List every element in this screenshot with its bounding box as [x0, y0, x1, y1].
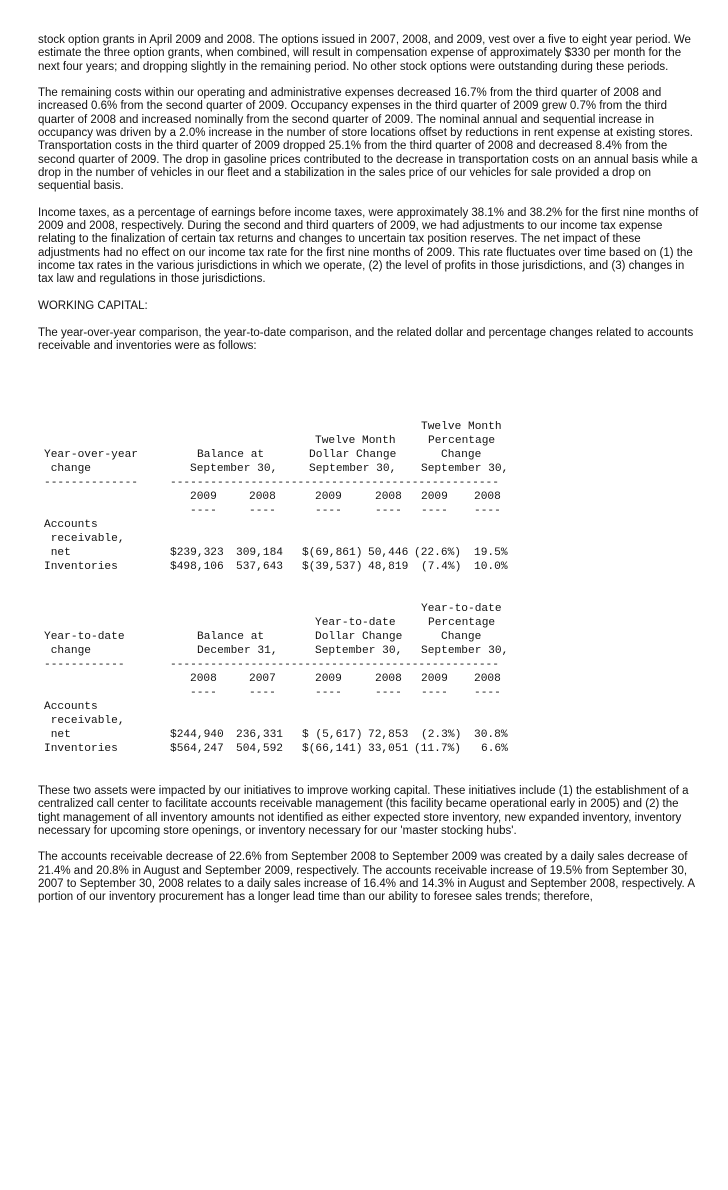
paragraph-receivables-decrease: The accounts receivable decrease of 22.6% from September 2008 to September 2009 was created by a daily sales decrease of 21.4% and 20.8% in August and September 2009, respectively. The accounts receivable increase of 19.5% from September 30, 2007 to September 30, 2008 relates to a daily sales increase of 16.4% and 14.3% in August and September 2008, respectively. A portion of our inventory procurement has a longer lead time than our ability to foresee sales trends; therefore, [38, 851, 695, 904]
column-header: December 31, [197, 645, 278, 657]
year-header: 2008 [375, 673, 402, 685]
year-header: 2008 [190, 673, 217, 685]
table-cell: 50,446 [368, 547, 409, 559]
column-header: Dollar Change [315, 631, 403, 643]
document-body [38, 34, 700, 366]
table-cell: (11.7%) [414, 743, 461, 755]
table-label: change [44, 645, 91, 657]
year-underline: ---- [421, 505, 448, 517]
table-cell: (22.6%) [414, 547, 461, 559]
column-header: Balance at [197, 449, 265, 461]
row-label: receivable, [44, 533, 125, 545]
table-cell: 72,853 [368, 729, 409, 741]
table-cell: 504,592 [236, 743, 283, 755]
table-cell: 236,331 [236, 729, 283, 741]
document-body-continued [38, 785, 700, 918]
table-rule: ------------------------------------------------- [170, 477, 499, 489]
year-underline: ---- [249, 687, 276, 699]
table-cell: $ (5,617) [302, 729, 363, 741]
table-cell: 10.0% [474, 561, 508, 573]
year-underline: ---- [421, 687, 448, 699]
row-label: Inventories [44, 743, 118, 755]
table-cell: 19.5% [474, 547, 508, 559]
table-cell: 33,051 [368, 743, 409, 755]
table-cell: (7.4%) [421, 561, 462, 573]
year-underline: ---- [190, 505, 217, 517]
table-head: Twelve Month [315, 435, 396, 447]
year-header: 2008 [375, 491, 402, 503]
year-underline: ---- [315, 505, 342, 517]
table-head: Twelve Month [421, 421, 502, 433]
table-cell: 48,819 [368, 561, 409, 573]
year-header: 2008 [249, 491, 276, 503]
table-cell: $(69,861) [302, 547, 363, 559]
section-heading: WORKING CAPITAL: [38, 299, 148, 312]
year-underline: ---- [474, 505, 501, 517]
year-header: 2009 [315, 673, 342, 685]
table-head: Percentage [428, 617, 496, 629]
row-label: receivable, [44, 715, 125, 727]
table-rule: ------------ [44, 659, 125, 671]
table-head: Year-to-date [315, 617, 396, 629]
row-label: Accounts [44, 519, 98, 531]
table-rule: ------------------------------------------------- [170, 659, 499, 671]
table-cell: 6.6% [481, 743, 508, 755]
table-cell: (2.3%) [421, 729, 462, 741]
year-header: 2007 [249, 673, 276, 685]
year-header: 2009 [421, 491, 448, 503]
row-label: Accounts [44, 701, 98, 713]
table-year-to-date [44, 602, 664, 762]
year-underline: ---- [375, 687, 402, 699]
table-head: Percentage [428, 435, 496, 447]
table-label: Year-to-date [44, 631, 125, 643]
paragraph-stock-options: stock option grants in April 2009 and 2008. The options issued in 2007, 2008, and 2009, vest over a five to eight year period. We estimate the three option grants, when combined, will result in compensation expense of approximately $330 per month for the next four years; and dropping slightly in the remaining period. No other stock options were outstanding during these periods. [38, 34, 691, 73]
column-header: Balance at [197, 631, 265, 643]
table-cell: $564,247 [170, 743, 224, 755]
year-header: 2009 [190, 491, 217, 503]
paragraph-intro: The year-over-year comparison, the year-to-date comparison, and the related dollar and percentage changes related to accounts receivable and inventories were as follows: [38, 326, 694, 352]
year-header: 2008 [474, 673, 501, 685]
year-underline: ---- [249, 505, 276, 517]
year-header: 2009 [421, 673, 448, 685]
paragraph-income-taxes: Income taxes, as a percentage of earnings before income taxes, were approximately 38.1% and 38.2% for the first nine months of 2009 and 2008, respectively. During the second and third quarters of 2009, we had adjustments to our income tax expense relating to the finalization of certain tax returns and changes to uncertain tax position reserves. The net impact of these adjustments had no effect on our income tax rate for the first nine months of 2009. This rate fluctuates over time based on (1) the income tax rates in the various jurisdictions in which we operate, (2) the level of profits in those jurisdictions, and (3) changes in tax law and regulations in those jurisdictions. [38, 206, 699, 286]
column-header: September 30, [421, 645, 509, 657]
table-label: Year-over-year [44, 449, 138, 461]
table-cell: $498,106 [170, 561, 224, 573]
column-header: Change [441, 449, 482, 461]
row-label: Inventories [44, 561, 118, 573]
year-header: 2009 [315, 491, 342, 503]
paragraph-working-capital-initiatives: These two assets were impacted by our initiatives to improve working capital. These initiatives include (1) the establishment of a centralized call center to facilitate accounts receivable management (this facility became operational early in 2005) and (2) the tight management of all inventory amounts not identified as either expected store inventory, new expanded inventory, inventory necessary for upcoming store openings, or inventory necessary for our 'master stocking hubs'. [38, 785, 689, 837]
column-header: Dollar Change [309, 449, 397, 461]
year-underline: ---- [474, 687, 501, 699]
year-header: 2008 [474, 491, 501, 503]
year-underline: ---- [375, 505, 402, 517]
year-underline: ---- [190, 687, 217, 699]
table-cell: $239,323 [170, 547, 224, 559]
table-cell: $(66,141) [302, 743, 363, 755]
row-label: net [44, 729, 71, 741]
year-underline: ---- [315, 687, 342, 699]
column-header: September 30, [421, 463, 509, 475]
table-rule: -------------- [44, 477, 138, 489]
table-cell: 537,643 [236, 561, 283, 573]
table-cell: 30.8% [474, 729, 508, 741]
table-cell: $244,940 [170, 729, 224, 741]
table-head: Year-to-date [421, 603, 502, 615]
paragraph-operating-costs: The remaining costs within our operating and administrative expenses decreased 16.7% from the third quarter of 2008 and increased 0.6% from the second quarter of 2009. Occupancy expenses in the third quarter of 2009 grew 0.7% from the third quarter of 2008 and increased nominally from the second quarter of 2009. The nominal annual and sequential increase in occupancy was driven by a 2.0% increase in the number of store locations offset by reductions in rent expense at existing stores. Transportation costs in the third quarter of 2009 dropped 25.1% from the third quarter of 2008 and decreased 8.4% from the second quarter of 2009. The drop in gasoline prices contributed to the decrease in transportation costs on an annual basis while a drop in the number of vehicles in our fleet and a stabilization in the sales price of our vehicles for sale provided a drop on sequential basis. [38, 87, 698, 193]
row-label: net [44, 547, 71, 559]
column-header: September 30, [309, 463, 397, 475]
table-year-over-year [44, 420, 664, 580]
table-cell: $(39,537) [302, 561, 363, 573]
column-header: Change [441, 631, 482, 643]
column-header: September 30, [190, 463, 278, 475]
column-header: September 30, [315, 645, 403, 657]
table-label: change [44, 463, 91, 475]
table-cell: 309,184 [236, 547, 283, 559]
